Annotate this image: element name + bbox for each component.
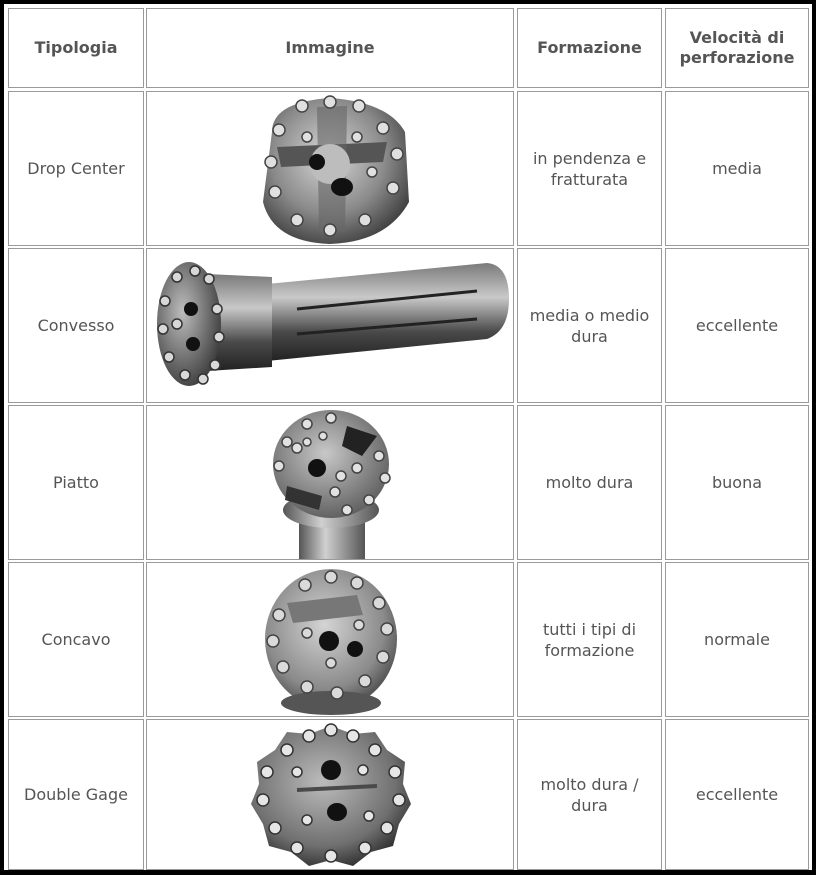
row-4-image <box>146 562 514 717</box>
row-5-type: Double Gage <box>8 719 144 870</box>
concave-bit-icon <box>147 563 513 716</box>
drop-center-bit-icon <box>147 92 513 245</box>
row-4-formation: tutti i tipi di formazione <box>517 562 662 717</box>
row-4-type: Concavo <box>8 562 144 717</box>
row-2-image <box>146 248 514 403</box>
header-formazione: Formazione <box>517 8 662 88</box>
row-4-speed: normale <box>665 562 809 717</box>
row-2-formation: media o medio dura <box>517 248 662 403</box>
header-immagine: Immagine <box>146 8 514 88</box>
row-3-formation: molto dura <box>517 405 662 560</box>
header-velocita: Velocità di perforazione <box>665 8 809 88</box>
row-5-speed: eccellente <box>665 719 809 870</box>
row-1-speed: media <box>665 91 809 246</box>
row-1-type: Drop Center <box>8 91 144 246</box>
row-3-type: Piatto <box>8 405 144 560</box>
convex-bit-icon <box>147 249 513 402</box>
row-2-speed: eccellente <box>665 248 809 403</box>
row-5-image <box>146 719 514 870</box>
double-gage-bit-icon <box>147 720 513 869</box>
row-2-type: Convesso <box>8 248 144 403</box>
row-1-formation: in pendenza e fratturata <box>517 91 662 246</box>
table-frame <box>4 4 812 870</box>
row-5-formation: molto dura / dura <box>517 719 662 870</box>
header-tipologia: Tipologia <box>8 8 144 88</box>
row-3-speed: buona <box>665 405 809 560</box>
flat-bit-icon <box>147 406 513 559</box>
row-3-image <box>146 405 514 560</box>
row-1-image <box>146 91 514 246</box>
